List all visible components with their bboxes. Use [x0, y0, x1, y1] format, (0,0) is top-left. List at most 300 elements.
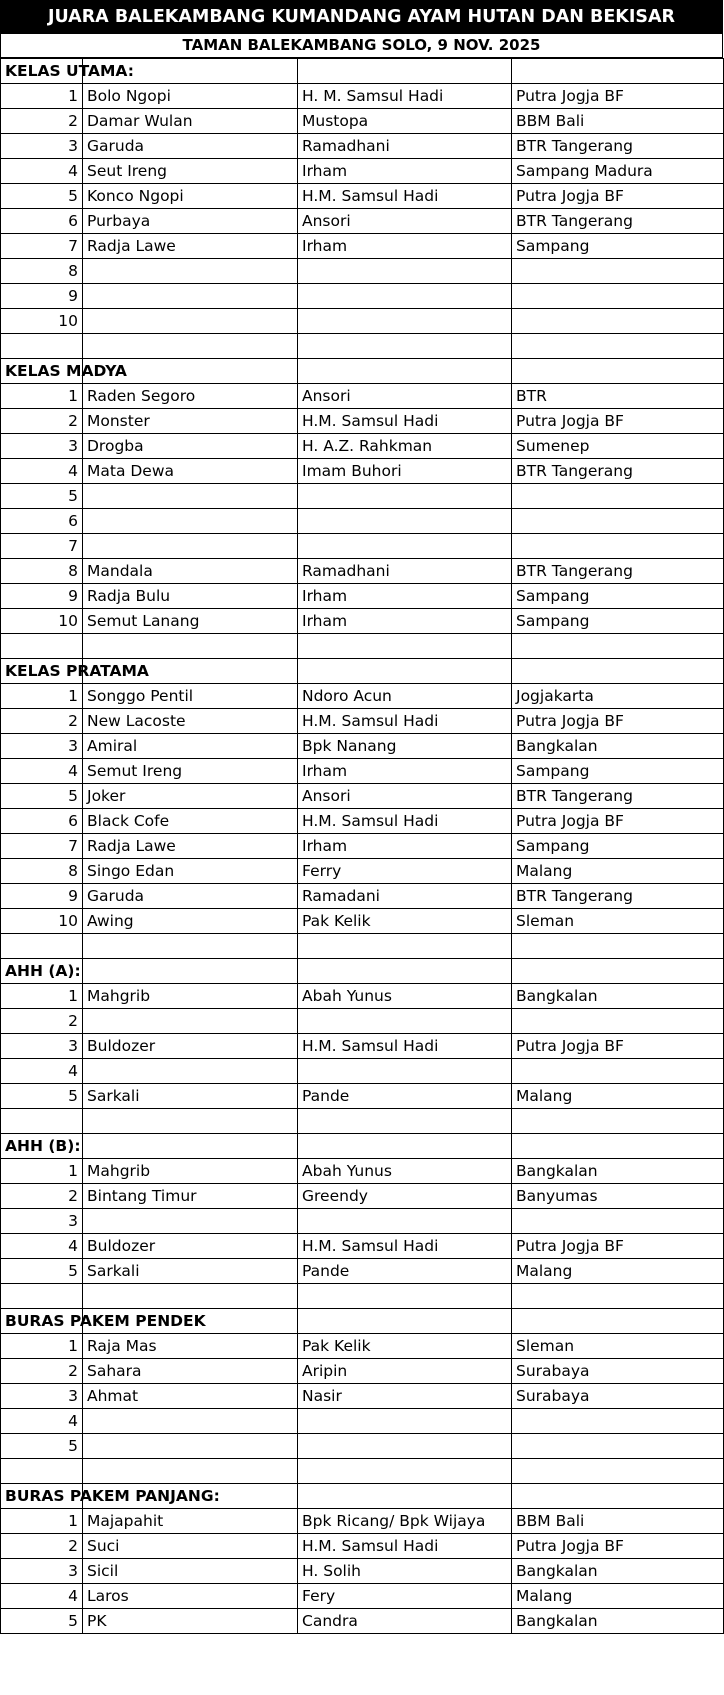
bird-name-cell: Damar Wulan: [83, 109, 298, 134]
owner-cell: Ansori: [298, 384, 512, 409]
rank-cell: 3: [1, 1384, 83, 1409]
origin-cell: Malang: [512, 1259, 724, 1284]
empty-cell: [298, 959, 512, 984]
bird-name-cell: [83, 1434, 298, 1459]
table-row: [1, 284, 724, 309]
owner-cell: Ndoro Acun: [298, 684, 512, 709]
results-table: [0, 58, 724, 1634]
bird-name-cell: Sahara: [83, 1359, 298, 1384]
owner-cell: Greendy: [298, 1184, 512, 1209]
table-row: [1, 1559, 724, 1584]
empty-cell: [512, 959, 724, 984]
bird-name-cell: Radja Bulu: [83, 584, 298, 609]
rank-cell: 6: [1, 209, 83, 234]
owner-cell: [298, 1209, 512, 1234]
rank-cell: 8: [1, 259, 83, 284]
origin-cell: Malang: [512, 1584, 724, 1609]
empty-cell: [512, 1309, 724, 1334]
rank-cell: 4: [1, 159, 83, 184]
origin-cell: [512, 309, 724, 334]
section-header-row: [1, 1484, 724, 1509]
empty-cell: [298, 1284, 512, 1309]
table-row: [1, 1334, 724, 1359]
bird-name-cell: Drogba: [83, 434, 298, 459]
table-row: [1, 584, 724, 609]
bird-name-cell: Garuda: [83, 134, 298, 159]
owner-cell: Imam Buhori: [298, 459, 512, 484]
rank-cell: 5: [1, 1259, 83, 1284]
empty-cell: [83, 959, 298, 984]
rank-cell: 10: [1, 609, 83, 634]
bird-name-cell: Singo Edan: [83, 859, 298, 884]
origin-cell: Sampang Madura: [512, 159, 724, 184]
rank-cell: 4: [1, 1059, 83, 1084]
table-row: [1, 684, 724, 709]
bird-name-cell: Buldozer: [83, 1234, 298, 1259]
table-row: [1, 484, 724, 509]
table-row: [1, 1034, 724, 1059]
table-row: [1, 1084, 724, 1109]
empty-cell: [512, 934, 724, 959]
rank-cell: 7: [1, 534, 83, 559]
origin-cell: [512, 509, 724, 534]
origin-cell: Bangkalan: [512, 1159, 724, 1184]
bird-name-cell: Amiral: [83, 734, 298, 759]
bird-name-cell: Joker: [83, 784, 298, 809]
empty-cell: [512, 634, 724, 659]
rank-cell: 5: [1, 184, 83, 209]
origin-cell: Putra Jogja BF: [512, 84, 724, 109]
owner-cell: [298, 284, 512, 309]
section-header-row: [1, 1134, 724, 1159]
rank-cell: 4: [1, 1234, 83, 1259]
rank-cell: 10: [1, 309, 83, 334]
origin-cell: Putra Jogja BF: [512, 409, 724, 434]
bird-name-cell: Awing: [83, 909, 298, 934]
origin-cell: Bangkalan: [512, 1609, 724, 1634]
owner-cell: H. Solih: [298, 1559, 512, 1584]
table-row: [1, 809, 724, 834]
owner-cell: Irham: [298, 609, 512, 634]
owner-cell: H.M. Samsul Hadi: [298, 709, 512, 734]
origin-cell: [512, 1059, 724, 1084]
bird-name-cell: [83, 1009, 298, 1034]
owner-cell: Bpk Nanang: [298, 734, 512, 759]
table-row: [1, 784, 724, 809]
rank-cell: 10: [1, 909, 83, 934]
origin-cell: BBM Bali: [512, 109, 724, 134]
origin-cell: BTR Tangerang: [512, 459, 724, 484]
table-row: [1, 859, 724, 884]
table-row: [1, 1259, 724, 1284]
bird-name-cell: Bintang Timur: [83, 1184, 298, 1209]
empty-cell: [512, 659, 724, 684]
empty-cell: [83, 1134, 298, 1159]
section-header: KELAS UTAMA:: [1, 59, 83, 84]
bird-name-cell: Buldozer: [83, 1034, 298, 1059]
origin-cell: BBM Bali: [512, 1509, 724, 1534]
empty-cell: [1, 934, 83, 959]
origin-cell: Malang: [512, 1084, 724, 1109]
owner-cell: H.M. Samsul Hadi: [298, 1534, 512, 1559]
origin-cell: BTR: [512, 384, 724, 409]
rank-cell: 3: [1, 1209, 83, 1234]
bird-name-cell: Sarkali: [83, 1259, 298, 1284]
origin-cell: Putra Jogja BF: [512, 1034, 724, 1059]
rank-cell: 2: [1, 1184, 83, 1209]
origin-cell: [512, 1409, 724, 1434]
empty-cell: [298, 334, 512, 359]
section-header: BURAS PAKEM PANJANG:: [1, 1484, 83, 1509]
table-row: [1, 1609, 724, 1634]
owner-cell: Irham: [298, 759, 512, 784]
bird-name-cell: [83, 259, 298, 284]
table-row: [1, 1234, 724, 1259]
section-header-row: [1, 359, 724, 384]
rank-cell: 4: [1, 459, 83, 484]
empty-cell: [298, 634, 512, 659]
results-table-body: [1, 59, 724, 1634]
origin-cell: [512, 534, 724, 559]
owner-cell: Mustopa: [298, 109, 512, 134]
rank-cell: 1: [1, 1509, 83, 1534]
rank-cell: 3: [1, 734, 83, 759]
bird-name-cell: Laros: [83, 1584, 298, 1609]
origin-cell: Malang: [512, 859, 724, 884]
table-row: [1, 134, 724, 159]
owner-cell: [298, 509, 512, 534]
table-row: [1, 559, 724, 584]
origin-cell: [512, 1009, 724, 1034]
rank-cell: 9: [1, 884, 83, 909]
rank-cell: 1: [1, 84, 83, 109]
owner-cell: Candra: [298, 1609, 512, 1634]
rank-cell: 6: [1, 509, 83, 534]
owner-cell: Abah Yunus: [298, 1159, 512, 1184]
origin-cell: [512, 259, 724, 284]
owner-cell: [298, 1059, 512, 1084]
bird-name-cell: [83, 1209, 298, 1234]
empty-cell: [298, 1459, 512, 1484]
bird-name-cell: Semut Ireng: [83, 759, 298, 784]
table-row: [1, 409, 724, 434]
origin-cell: Sleman: [512, 909, 724, 934]
empty-cell: [298, 1134, 512, 1159]
origin-cell: Sampang: [512, 834, 724, 859]
bird-name-cell: Suci: [83, 1534, 298, 1559]
section-header: AHH (A):: [1, 959, 83, 984]
origin-cell: Putra Jogja BF: [512, 809, 724, 834]
bird-name-cell: Songgo Pentil: [83, 684, 298, 709]
rank-cell: 9: [1, 284, 83, 309]
empty-cell: [512, 1459, 724, 1484]
table-row: [1, 184, 724, 209]
table-row: [1, 984, 724, 1009]
rank-cell: 5: [1, 484, 83, 509]
owner-cell: [298, 309, 512, 334]
bird-name-cell: [83, 534, 298, 559]
bird-name-cell: Sarkali: [83, 1084, 298, 1109]
table-row: [1, 1359, 724, 1384]
owner-cell: Bpk Ricang/ Bpk Wijaya: [298, 1509, 512, 1534]
page-subtitle: TAMAN BALEKAMBANG SOLO, 9 NOV. 2025: [0, 34, 723, 58]
origin-cell: Banyumas: [512, 1184, 724, 1209]
table-row: [1, 1009, 724, 1034]
owner-cell: Pak Kelik: [298, 1334, 512, 1359]
table-row: [1, 534, 724, 559]
empty-cell: [298, 59, 512, 84]
origin-cell: Sumenep: [512, 434, 724, 459]
origin-cell: Sampang: [512, 234, 724, 259]
empty-cell: [512, 1134, 724, 1159]
table-row: [1, 434, 724, 459]
table-row: [1, 459, 724, 484]
table-row: [1, 1434, 724, 1459]
rank-cell: 2: [1, 109, 83, 134]
bird-name-cell: Radja Lawe: [83, 234, 298, 259]
table-row: [1, 84, 724, 109]
origin-cell: BTR Tangerang: [512, 134, 724, 159]
bird-name-cell: [83, 309, 298, 334]
table-row: [1, 209, 724, 234]
rank-cell: 3: [1, 1034, 83, 1059]
bird-name-cell: Konco Ngopi: [83, 184, 298, 209]
rank-cell: 2: [1, 1009, 83, 1034]
origin-cell: BTR Tangerang: [512, 884, 724, 909]
owner-cell: Pande: [298, 1084, 512, 1109]
empty-cell: [512, 334, 724, 359]
rank-cell: 4: [1, 759, 83, 784]
rank-cell: 3: [1, 134, 83, 159]
origin-cell: [512, 484, 724, 509]
empty-cell: [1, 634, 83, 659]
origin-cell: Bangkalan: [512, 984, 724, 1009]
table-row: [1, 609, 724, 634]
spacer-row: [1, 334, 724, 359]
rank-cell: 2: [1, 1534, 83, 1559]
empty-cell: [83, 334, 298, 359]
table-row: [1, 1534, 724, 1559]
owner-cell: H.M. Samsul Hadi: [298, 809, 512, 834]
section-header-row: [1, 659, 724, 684]
table-row: [1, 1409, 724, 1434]
owner-cell: [298, 484, 512, 509]
bird-name-cell: Semut Lanang: [83, 609, 298, 634]
owner-cell: [298, 1409, 512, 1434]
empty-cell: [298, 1484, 512, 1509]
spacer-row: [1, 1284, 724, 1309]
spacer-row: [1, 934, 724, 959]
origin-cell: Sampang: [512, 759, 724, 784]
empty-cell: [298, 1309, 512, 1334]
owner-cell: Aripin: [298, 1359, 512, 1384]
table-row: [1, 1184, 724, 1209]
section-header: AHH (B):: [1, 1134, 83, 1159]
rank-cell: 5: [1, 784, 83, 809]
table-row: [1, 734, 724, 759]
empty-cell: [83, 1109, 298, 1134]
table-row: [1, 234, 724, 259]
bird-name-cell: Mata Dewa: [83, 459, 298, 484]
origin-cell: Surabaya: [512, 1359, 724, 1384]
owner-cell: H.M. Samsul Hadi: [298, 1234, 512, 1259]
origin-cell: Putra Jogja BF: [512, 184, 724, 209]
bird-name-cell: Monster: [83, 409, 298, 434]
rank-cell: 3: [1, 1559, 83, 1584]
owner-cell: Ramadhani: [298, 559, 512, 584]
table-row: [1, 1584, 724, 1609]
page-title: JUARA BALEKAMBANG KUMANDANG AYAM HUTAN DAN BEKISAR: [0, 0, 723, 34]
origin-cell: Jogjakarta: [512, 684, 724, 709]
bird-name-cell: Sicil: [83, 1559, 298, 1584]
origin-cell: [512, 284, 724, 309]
rank-cell: 5: [1, 1609, 83, 1634]
bird-name-cell: New Lacoste: [83, 709, 298, 734]
owner-cell: Irham: [298, 584, 512, 609]
table-row: [1, 834, 724, 859]
table-row: [1, 884, 724, 909]
bird-name-cell: Purbaya: [83, 209, 298, 234]
rank-cell: 1: [1, 1159, 83, 1184]
table-row: [1, 909, 724, 934]
bird-name-cell: [83, 509, 298, 534]
rank-cell: 7: [1, 834, 83, 859]
owner-cell: Pande: [298, 1259, 512, 1284]
empty-cell: [298, 1109, 512, 1134]
empty-cell: [1, 1284, 83, 1309]
section-header-row: [1, 959, 724, 984]
origin-cell: Bangkalan: [512, 1559, 724, 1584]
empty-cell: [298, 934, 512, 959]
owner-cell: Ferry: [298, 859, 512, 884]
empty-cell: [298, 659, 512, 684]
owner-cell: H. M. Samsul Hadi: [298, 84, 512, 109]
section-header-row: [1, 1309, 724, 1334]
owner-cell: H.M. Samsul Hadi: [298, 1034, 512, 1059]
empty-cell: [83, 634, 298, 659]
owner-cell: [298, 259, 512, 284]
bird-name-cell: [83, 1059, 298, 1084]
empty-cell: [512, 1109, 724, 1134]
origin-cell: BTR Tangerang: [512, 559, 724, 584]
bird-name-cell: [83, 284, 298, 309]
owner-cell: Ansori: [298, 209, 512, 234]
rank-cell: 8: [1, 559, 83, 584]
origin-cell: Bangkalan: [512, 734, 724, 759]
rank-cell: 4: [1, 1409, 83, 1434]
origin-cell: Sampang: [512, 609, 724, 634]
table-row: [1, 1384, 724, 1409]
owner-cell: Ramadani: [298, 884, 512, 909]
owner-cell: Irham: [298, 834, 512, 859]
owner-cell: H.M. Samsul Hadi: [298, 409, 512, 434]
section-header: KELAS MADYA: [1, 359, 83, 384]
table-row: [1, 1209, 724, 1234]
rank-cell: 7: [1, 234, 83, 259]
owner-cell: Nasir: [298, 1384, 512, 1409]
table-row: [1, 759, 724, 784]
bird-name-cell: Mahgrib: [83, 1159, 298, 1184]
owner-cell: Fery: [298, 1584, 512, 1609]
bird-name-cell: [83, 1409, 298, 1434]
rank-cell: 2: [1, 709, 83, 734]
empty-cell: [83, 934, 298, 959]
section-header: KELAS PRATAMA: [1, 659, 83, 684]
origin-cell: Sleman: [512, 1334, 724, 1359]
bird-name-cell: Raja Mas: [83, 1334, 298, 1359]
bird-name-cell: [83, 484, 298, 509]
table-row: [1, 1059, 724, 1084]
bird-name-cell: Garuda: [83, 884, 298, 909]
owner-cell: [298, 1434, 512, 1459]
empty-cell: [512, 1484, 724, 1509]
empty-cell: [1, 1459, 83, 1484]
bird-name-cell: Radja Lawe: [83, 834, 298, 859]
table-row: [1, 309, 724, 334]
owner-cell: Abah Yunus: [298, 984, 512, 1009]
owner-cell: [298, 1009, 512, 1034]
origin-cell: [512, 1434, 724, 1459]
origin-cell: Putra Jogja BF: [512, 1234, 724, 1259]
rank-cell: 3: [1, 434, 83, 459]
rank-cell: 6: [1, 809, 83, 834]
empty-cell: [83, 1284, 298, 1309]
table-row: [1, 384, 724, 409]
section-header-row: [1, 59, 724, 84]
rank-cell: 5: [1, 1084, 83, 1109]
empty-cell: [83, 1459, 298, 1484]
spacer-row: [1, 634, 724, 659]
bird-name-cell: Seut Ireng: [83, 159, 298, 184]
rank-cell: 1: [1, 984, 83, 1009]
empty-cell: [1, 334, 83, 359]
rank-cell: 5: [1, 1434, 83, 1459]
table-row: [1, 509, 724, 534]
origin-cell: BTR Tangerang: [512, 784, 724, 809]
section-header: BURAS PAKEM PENDEK: [1, 1309, 83, 1334]
table-row: [1, 709, 724, 734]
empty-cell: [512, 359, 724, 384]
origin-cell: Surabaya: [512, 1384, 724, 1409]
owner-cell: Ansori: [298, 784, 512, 809]
rank-cell: 9: [1, 584, 83, 609]
spacer-row: [1, 1109, 724, 1134]
table-row: [1, 259, 724, 284]
owner-cell: H.M. Samsul Hadi: [298, 184, 512, 209]
rank-cell: 1: [1, 684, 83, 709]
bird-name-cell: Mahgrib: [83, 984, 298, 1009]
origin-cell: Sampang: [512, 584, 724, 609]
bird-name-cell: Mandala: [83, 559, 298, 584]
bird-name-cell: Ahmat: [83, 1384, 298, 1409]
rank-cell: 1: [1, 384, 83, 409]
owner-cell: Irham: [298, 159, 512, 184]
empty-cell: [298, 359, 512, 384]
origin-cell: Putra Jogja BF: [512, 709, 724, 734]
rank-cell: 4: [1, 1584, 83, 1609]
origin-cell: Putra Jogja BF: [512, 1534, 724, 1559]
rank-cell: 2: [1, 1359, 83, 1384]
table-row: [1, 159, 724, 184]
table-row: [1, 1159, 724, 1184]
bird-name-cell: Majapahit: [83, 1509, 298, 1534]
owner-cell: [298, 534, 512, 559]
bird-name-cell: Black Cofe: [83, 809, 298, 834]
table-row: [1, 109, 724, 134]
rank-cell: 2: [1, 409, 83, 434]
bird-name-cell: Bolo Ngopi: [83, 84, 298, 109]
empty-cell: [512, 1284, 724, 1309]
